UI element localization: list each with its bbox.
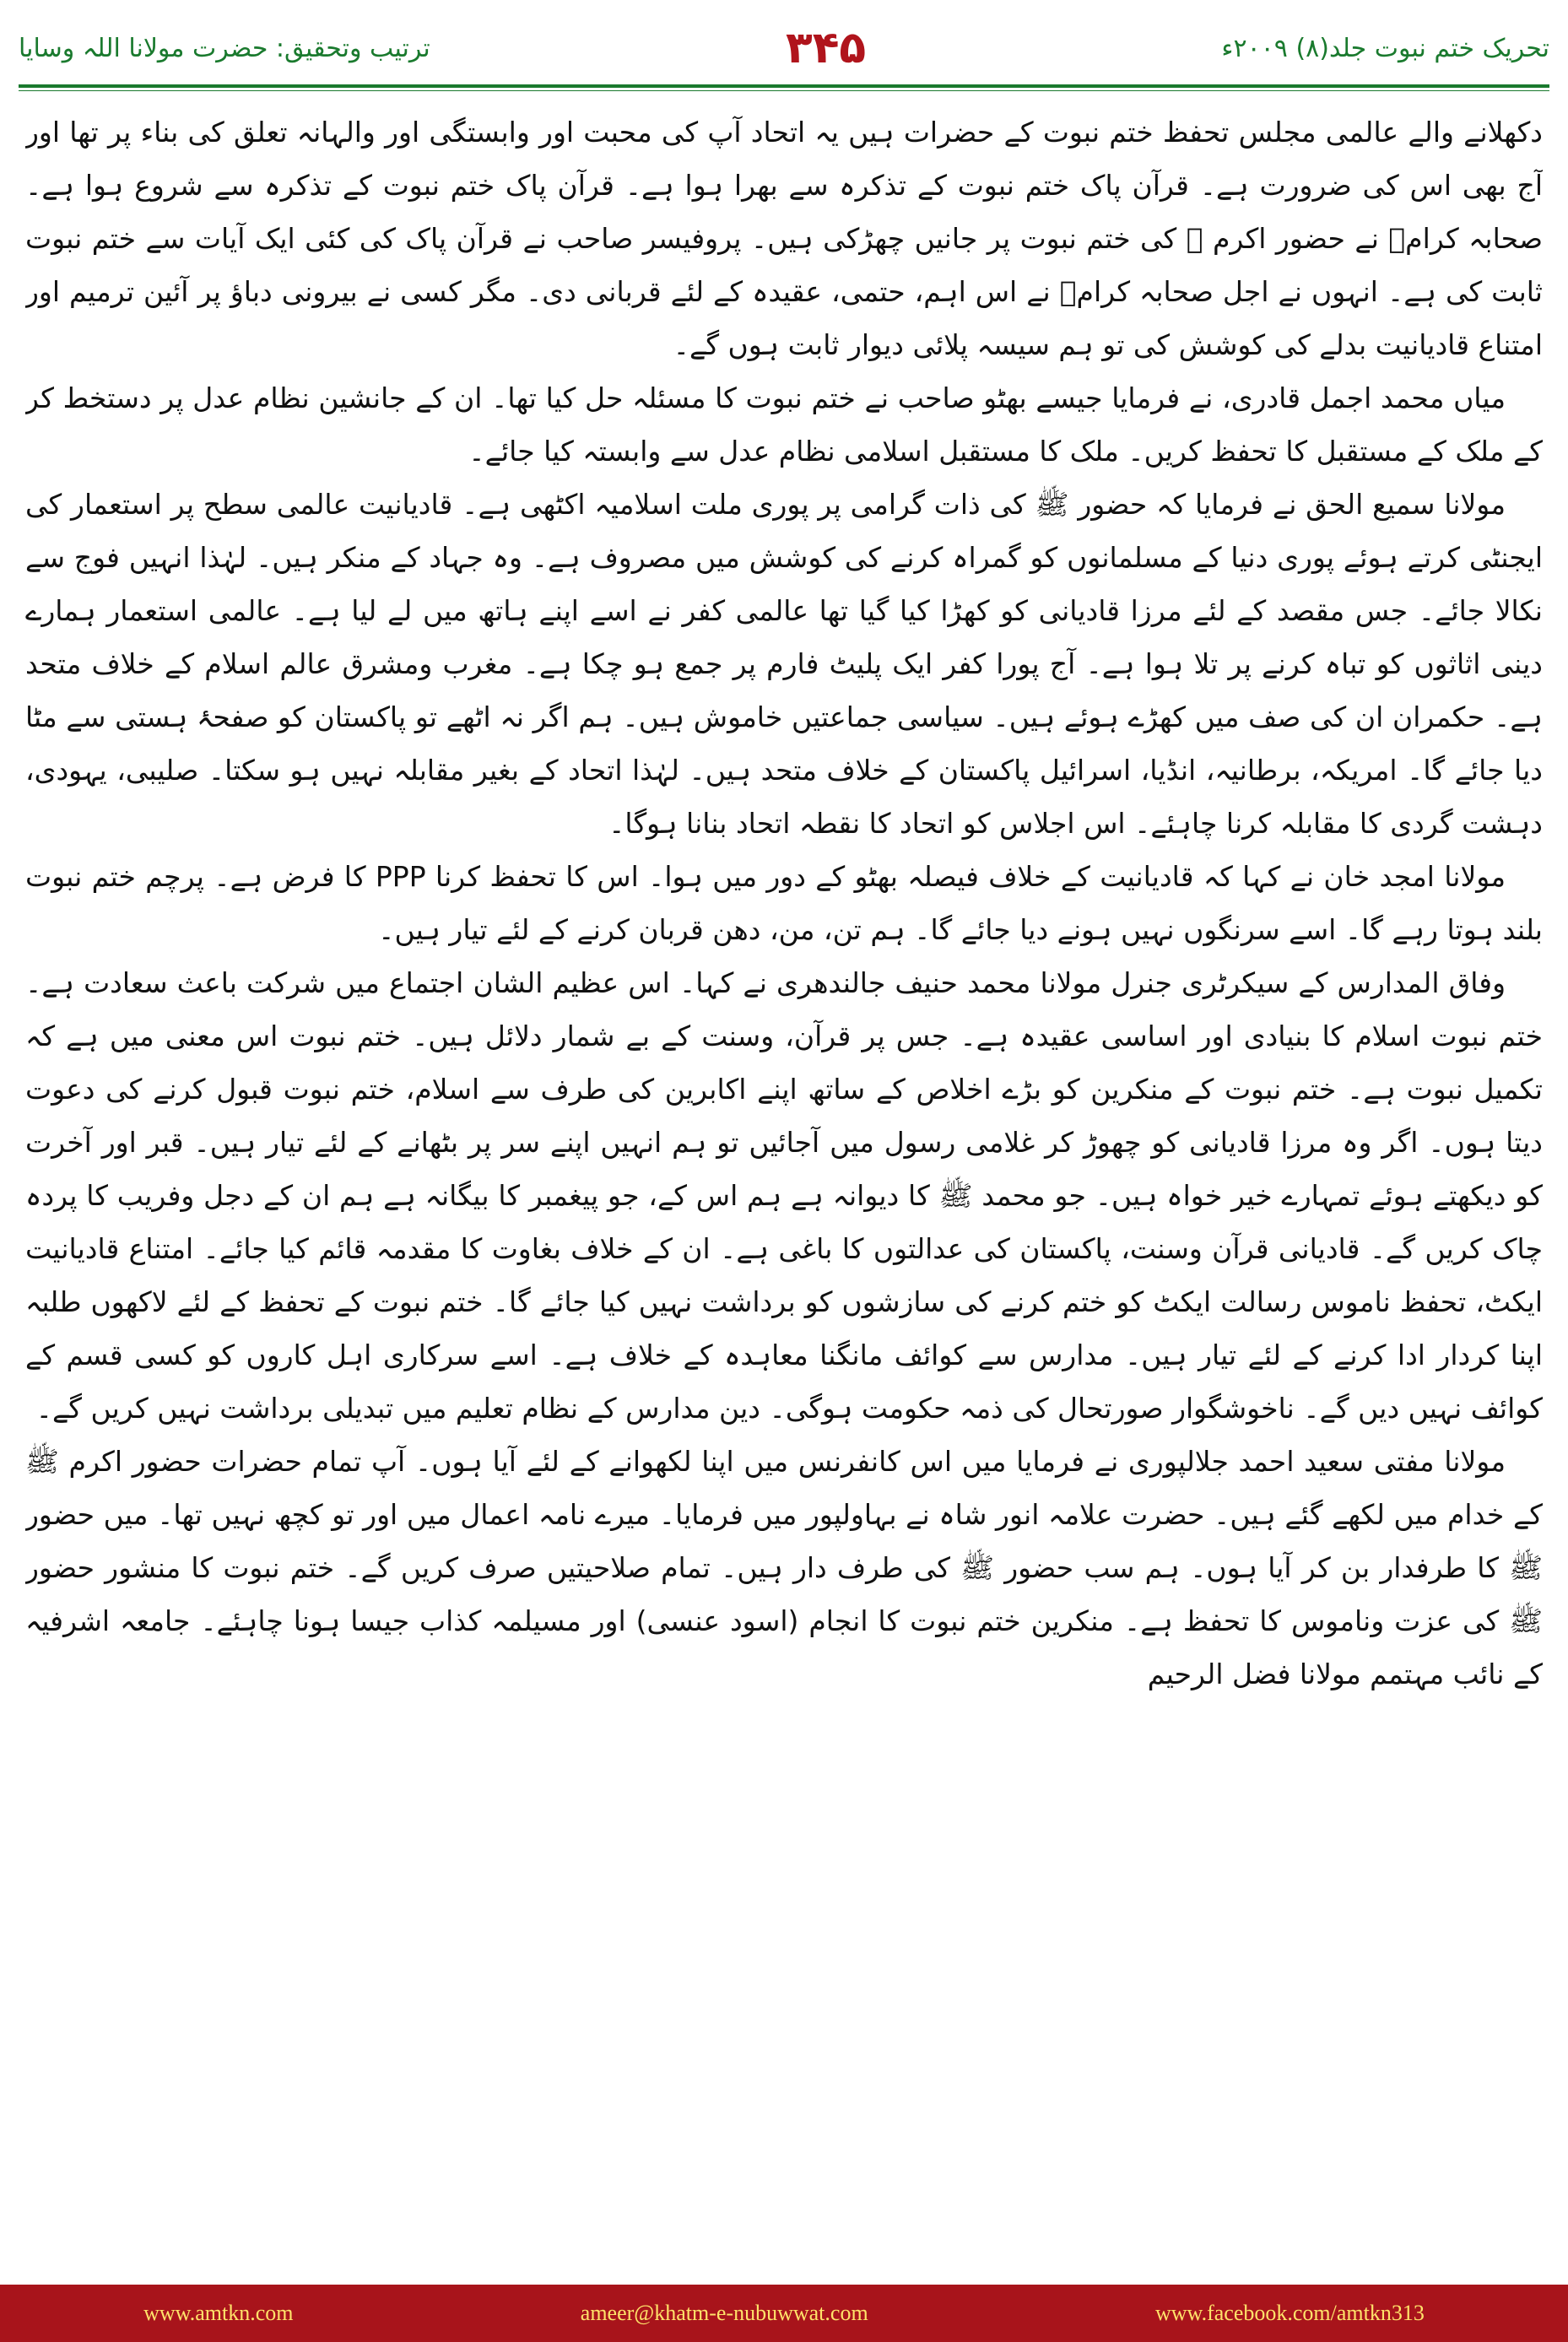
website-link[interactable]: www.amtkn.com <box>143 2301 294 2325</box>
paragraph-6: مولانا مفتی سعید احمد جلالپوری نے فرمایا میں اس کانفرنس میں اپنا لکھوانے کے لئے آیا ہوں۔ آپ تمام حضرات حضور اکرم ﷺ کے خدام میں لکھے گئے ہیں۔ حضرت علامہ انور شاہ نے بہاولپور میں فرمایا۔ میرے نامہ اعمال میں اور تو کچھ نہیں تھا۔ میں حضور ﷺ کا طرفدار بن کر آیا ہوں۔ ہم سب حضور ﷺ کی طرف دار ہیں۔ تمام صلاحیتیں صرف کریں گے۔ ختم نبوت کا منشور حضور ﷺ کی عزت وناموس کا تحفظ ہے۔ منکرین ختم نبوت کا انجام (اسود عنسی) اور مسیلمہ کذاب جیسا ہونا چاہئے۔ جامعہ اشرفیہ کے نائب مہتمم مولانا فضل الرحیم <box>25 1445 1543 1690</box>
page-footer <box>0 2285 1568 2342</box>
paragraph-2: میاں محمد اجمل قادری، نے فرمایا جیسے بھٹو صاحب نے ختم نبوت کا مسئلہ حل کیا تھا۔ ان کے جانشین نظام عدل پر دستخط کر کے ملک کے مستقبل کا تحفظ کریں۔ ملک کا مستقبل اسلامی نظام عدل سے وابستہ کیا جائے۔ <box>25 381 1543 468</box>
page-header <box>19 19 1549 78</box>
facebook-link[interactable]: www.facebook.com/amtkn313 <box>1154 2301 1425 2325</box>
compiler-credit: ترتیب وتحقیق: حضرت مولانا اللہ وسایا <box>19 33 430 63</box>
book-title: تحریک ختم نبوت جلد(۸) ۲۰۰۹ء <box>1221 33 1549 63</box>
email-link[interactable]: ameer@khatm-e-nubuwwat.com <box>580 2301 868 2325</box>
paragraph-5: وفاق المدارس کے سیکرٹری جنرل مولانا محمد حنیف جالندھری نے کہا۔ اس عظیم الشان اجتماع میں شرکت باعث سعادت ہے۔ ختم نبوت اسلام کا بنیادی اور اساسی عقیدہ ہے۔ جس پر قرآن، وسنت کے بے شمار دلائل ہیں۔ ختم نبوت اس معنی میں ہے کہ تکمیل نبوت ہے۔ ختم نبوت کے منکرین کو بڑے اخلاص کے ساتھ اپنے اکابرین کی طرف سے اسلام، ختم نبوت قبول کرنے کی دعوت دیتا ہوں۔ اگر وہ مرزا قادیانی کو چھوڑ کر غلامی رسول میں آجائیں تو ہم انہیں اپنے سر پر بٹھانے کے لئے تیار ہیں۔ قبر اور آخرت کو دیکھتے ہوئے تمہارے خیر خواہ ہیں۔ جو محمد ﷺ کا دیوانہ ہے ہم اس کے، جو پیغمبر کا بیگانہ ہے ہم ان کے دجل وفریب کا پردہ چاک کریں گے۔ قادیانی قرآن وسنت، پاکستان کی عدالتوں کا باغی ہے۔ ان کے خلاف بغاوت کا مقدمہ قائم کیا جائے۔ امتناع قادیانیت ایکٹ، تحفظ ناموس رسالت ایکٹ کو ختم کرنے کی سازشوں کو برداشت نہیں کیا جائے گا۔ ختم نبوت کے تحفظ کے لئے لاکھوں طلبہ اپنا کردار ادا کرنے کے لئے تیار ہیں۔ مدارس سے کوائف مانگنا معاہدہ کے خلاف ہے۔ اسے سرکاری اہل کاروں کو کسی قسم کے کوائف نہیں دیں گے۔ ناخوشگوار صورتحال کی ذمہ حکومت ہوگی۔ دین مدارس کے نظام تعلیم میں تبدیلی برداشت نہیں کریں گے۔ <box>25 966 1543 1425</box>
header-divider <box>19 84 1549 88</box>
page-body <box>25 105 1543 2266</box>
header-divider-thin <box>19 90 1549 91</box>
paragraph-4: مولانا امجد خان نے کہا کہ قادیانیت کے خلاف فیصلہ بھٹو کے دور میں ہوا۔ اس کا تحفظ کرنا PPP کا فرض ہے۔ پرچم ختم نبوت بلند ہوتا رہے گا۔ اسے سرنگوں نہیں ہونے دیا جائے گا۔ ہم تن، من، دھن قربان کرنے کے لئے تیار ہیں۔ <box>25 860 1543 946</box>
page-number: ۳۴۵ <box>785 23 867 73</box>
paragraph-1: دکھلانے والے عالمی مجلس تحفظ ختم نبوت کے حضرات ہیں یہ اتحاد آپ کی محبت اور وابستگی اور والہانہ تعلق کی بناء پر تھا اور آج بھی اس کی ضرورت ہے۔ قرآن پاک ختم نبوت کے تذکرہ سے بھرا ہوا ہے۔ قرآن پاک ختم نبوت کے تذکرہ سے شروع ہوا ہے۔ صحابہ کرامؓ نے حضور اکرم ﷺ کی ختم نبوت پر جانیں چھڑکی ہیں۔ پروفیسر صاحب نے قرآن پاک کی کئی ایک آیات سے ختم نبوت ثابت کی ہے۔ انہوں نے اجل صحابہ کرامؓ نے اس اہم، حتمی، عقیدہ کے لئے قربانی دی۔ مگر کسی نے بیرونی دباؤ پر آئین ترمیم اور امتناع قادیانیت بدلے کی کوشش کی تو ہم سیسہ پلائی دیوار ثابت ہوں گے۔ <box>25 116 1543 361</box>
paragraph-3: مولانا سمیع الحق نے فرمایا کہ حضور ﷺ کی ذات گرامی پر پوری ملت اسلامیہ اکٹھی ہے۔ قادیانیت عالمی سطح پر استعمار کی ایجنٹی کرتے ہوئے پوری دنیا کے مسلمانوں کو گمراہ کرنے کی کوشش میں مصروف ہے۔ وہ جہاد کے منکر ہیں۔ لہٰذا انہیں فوج سے نکالا جائے۔ جس مقصد کے لئے مرزا قادیانی کو کھڑا کیا گیا تھا عالمی کفر نے اسے اپنے ہاتھ میں لے لیا ہے۔ عالمی استعمار ہمارے دینی اثاثوں کو تباہ کرنے پر تلا ہوا ہے۔ آج پورا کفر ایک پلیٹ فارم پر جمع ہو چکا ہے۔ مغرب ومشرق عالم اسلام کے خلاف متحد ہے۔ حکمران ان کی صف میں کھڑے ہوئے ہیں۔ سیاسی جماعتیں خاموش ہیں۔ ہم اگر نہ اٹھے تو پاکستان کو صفحۂ ہستی سے مٹا دیا جائے گا۔ امریکہ، برطانیہ، انڈیا، اسرائیل پاکستان کے خلاف متحد ہیں۔ لہٰذا اتحاد کے بغیر مقابلہ نہیں ہو سکتا۔ صلیبی، یہودی، دہشت گردی کا مقابلہ کرنا چاہئے۔ اس اجلاس کو اتحاد کا نقطہ اتحاد بنانا ہوگا۔ <box>25 488 1543 840</box>
